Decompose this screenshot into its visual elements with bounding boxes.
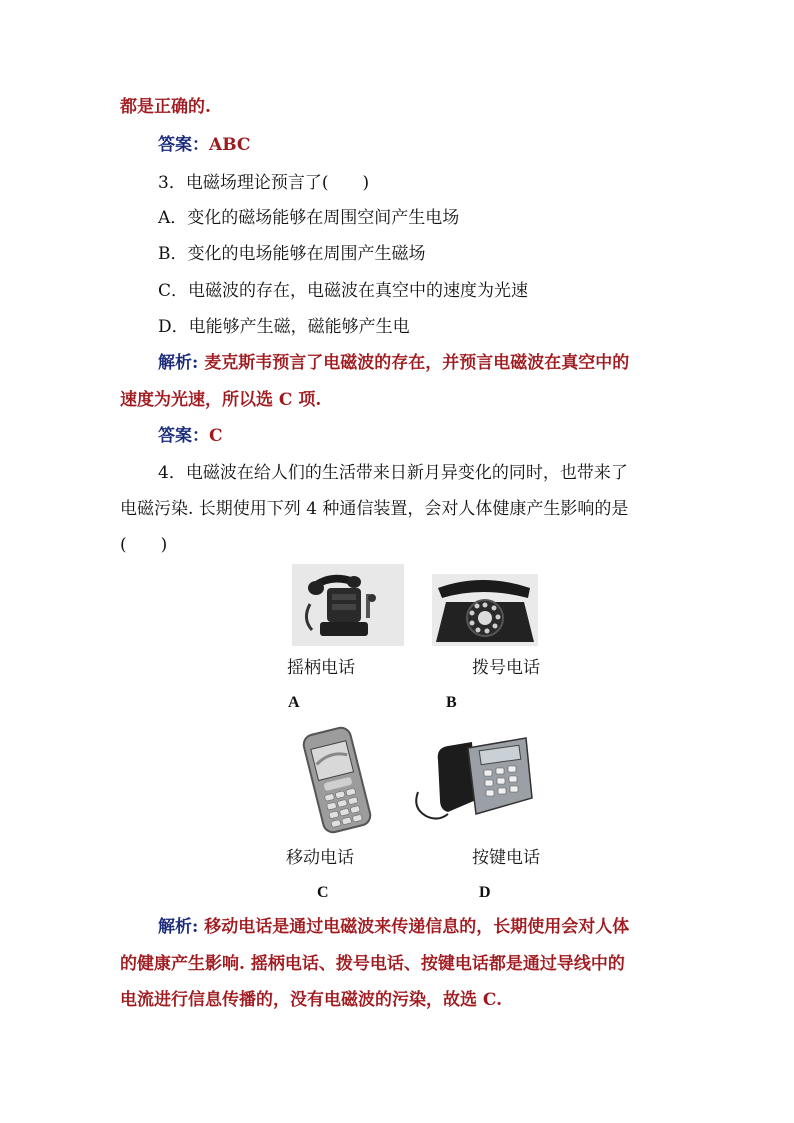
answer-value: C	[209, 426, 223, 446]
keypad-telephone-icon	[408, 730, 536, 830]
q4-analysis-line-3: 电流进行信息传播的，没有电磁波的污染，故选 C.	[120, 990, 503, 1010]
q4-stem-line-2: 电磁污染. 长期使用下列 4 种通信装置，会对人体健康产生影响的是	[120, 499, 629, 519]
answer-value: ABC	[209, 135, 251, 155]
image-c-caption: 移动电话	[286, 848, 354, 868]
q3-option-b: B．变化的电场能够在周围产生磁场	[158, 244, 426, 264]
image-a-caption: 摇柄电话	[287, 658, 355, 678]
analysis-label: 解析:	[158, 917, 199, 937]
image-a-letter: A	[288, 694, 300, 711]
q4-analysis-line-1: 解析: 移动电话是通过电磁波来传递信息的，长期使用会对人体	[158, 917, 630, 937]
mobile-phone-icon	[297, 724, 377, 836]
mobile-phone-image	[297, 724, 377, 836]
crank-telephone-image	[292, 564, 404, 646]
answer-label: 答案：	[158, 135, 209, 155]
keypad-telephone-image	[408, 730, 536, 830]
image-d-letter: D	[479, 884, 491, 901]
q3-stem: 3．电磁场理论预言了( )	[158, 173, 370, 193]
rotary-telephone-icon	[432, 574, 538, 646]
answer-label: 答案：	[158, 426, 209, 446]
answer-q2	[158, 133, 250, 157]
q4-analysis-line-2: 的健康产生影响. 摇柄电话、拨号电话、按键电话都是通过导线中的	[120, 954, 625, 974]
q4-stem-line-1: 4．电磁波在给人们的生活带来日新月异变化的同时，也带来了	[158, 463, 628, 483]
analysis-continuation: 都是正确的.	[120, 97, 211, 117]
q3-option-c: C．电磁波的存在，电磁波在真空中的速度为光速	[158, 281, 529, 301]
q3-option-a: A．变化的磁场能够在周围空间产生电场	[158, 208, 460, 228]
q3-analysis-line-1: 解析: 麦克斯韦预言了电磁波的存在，并预言电磁波在真空中的	[158, 353, 630, 373]
image-d-caption: 按键电话	[472, 848, 540, 868]
q3-option-d: D．电能够产生磁，磁能够产生电	[158, 317, 410, 337]
image-b-letter: B	[446, 694, 457, 711]
rotary-telephone-image	[432, 574, 538, 646]
image-c-letter: C	[317, 884, 329, 901]
q3-analysis-line-2: 速度为光速，所以选 C 项.	[120, 390, 322, 410]
crank-telephone-icon	[292, 564, 404, 646]
q4-stem-line-3: ( )	[120, 535, 168, 555]
image-b-caption: 拨号电话	[472, 658, 540, 678]
answer-q3	[158, 424, 223, 448]
analysis-label: 解析:	[158, 353, 199, 373]
